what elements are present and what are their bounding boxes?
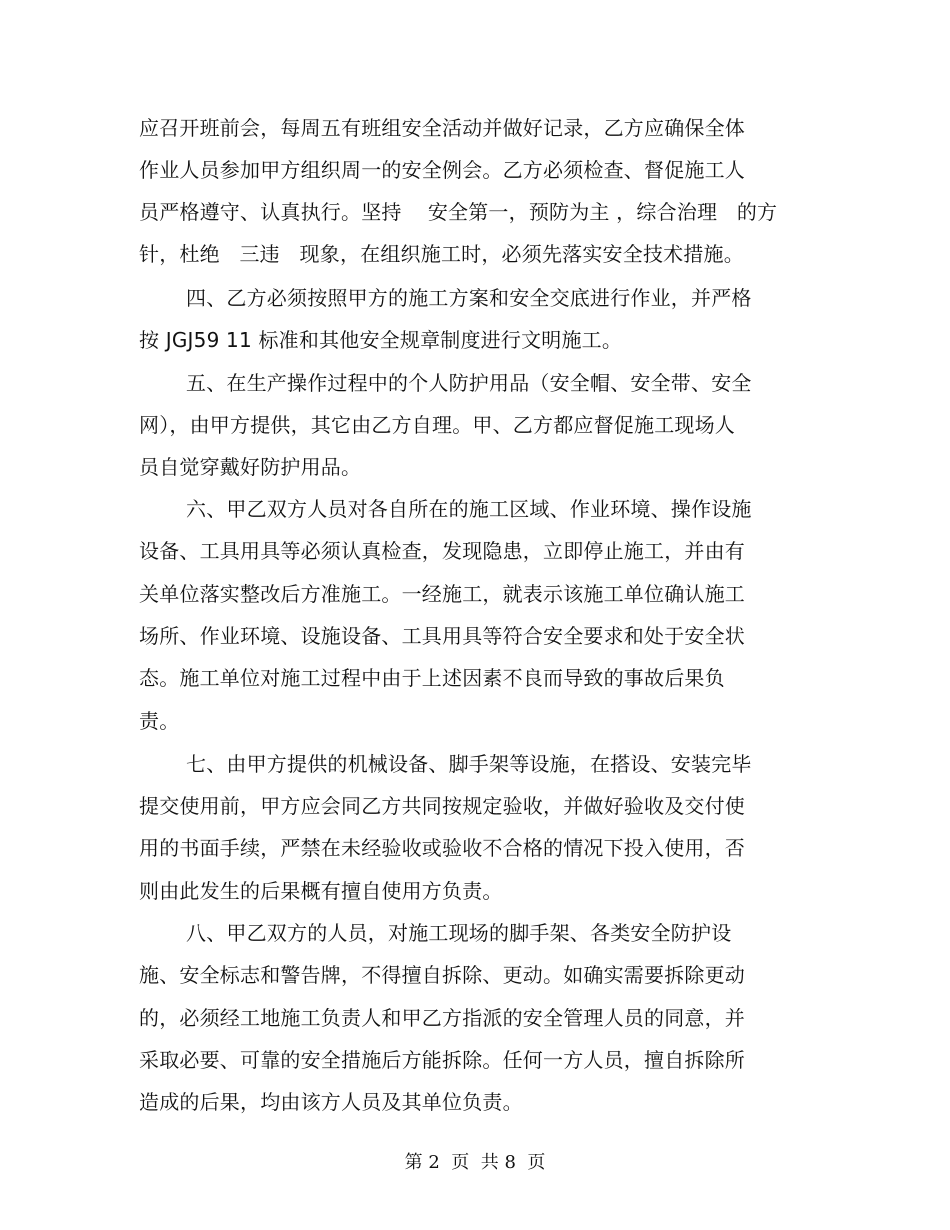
text-line: 应召开班前会，每周五有班组安全活动并做好记录，乙方应确保全体 (139, 116, 745, 140)
paragraph-8-start: 八、甲乙双方的人员，对施工现场的脚手架、各类安全防护设 (186, 921, 732, 945)
text-line: 设备、工具用具等必须认真检查，发现隐患，立即停止施工，并由有 (139, 539, 745, 563)
text-line: 员自觉穿戴好防护用品。 (139, 455, 362, 479)
text-line: 场所、作业环境、设施设备、工具用具等符合安全要求和处于安全状 (139, 624, 745, 648)
text-line: 责。 (139, 709, 180, 733)
text-line: 则由此发生的后果概有擅自使用方负责。 (139, 879, 503, 903)
text-line: 按 JGJ59 11 标准和其他安全规章制度进行文明施工。 (139, 328, 623, 352)
text-line: 采取必要、可靠的安全措施后方能拆除。任何一方人员，擅自拆除所 (139, 1048, 745, 1072)
text-line: 的，必须经工地施工负责人和甲乙方指派的安全管理人员的同意，并 (139, 1006, 745, 1030)
text-line: 提交使用前，甲方应会同乙方共同按规定验收，并做好验收及交付使 (139, 794, 745, 818)
text-line: 造成的后果，均由该方人员及其单位负责。 (139, 1090, 523, 1114)
text-line: 针，杜绝 三违 现象，在组织施工时，必须先落实安全技术措施。 (139, 242, 744, 266)
text-line: 施、安全标志和警告牌，不得擅自拆除、更动。如确实需要拆除更动 (139, 963, 745, 987)
text-line: 态。施工单位对施工过程中由于上述因素不良而导致的事故后果负 (139, 666, 725, 690)
text-line: 网），由甲方提供，其它由乙方自理。甲、乙方都应督促施工现场人 (139, 413, 735, 437)
text-line: 作业人员参加甲方组织周一的安全例会。乙方必须检查、督促施工人 (139, 158, 745, 182)
paragraph-6-start: 六、甲乙双方人员对各自所在的施工区域、作业环境、操作设施 (186, 497, 752, 521)
text-line: 用的书面手续，严禁在未经验收或验收不合格的情况下投入使用，否 (139, 836, 745, 860)
text-line: 关单位落实整改后方准施工。一经施工，就表示该施工单位确认施工 (139, 582, 745, 606)
paragraph-4-start: 四、乙方必须按照甲方的施工方案和安全交底进行作业，并严格 (186, 286, 752, 310)
paragraph-7-start: 七、由甲方提供的机械设备、脚手架等设施，在搭设、安装完毕 (186, 752, 752, 776)
text-line: 员严格遵守、认真执行。坚持 安全第一，预防为主 ，综合治理 的方 (139, 200, 778, 224)
page-number-footer: 第 2 页 共 8 页 (404, 1152, 546, 1173)
paragraph-5-start: 五、在生产操作过程中的个人防护用品（安全帽、安全带、安全 (186, 371, 752, 395)
